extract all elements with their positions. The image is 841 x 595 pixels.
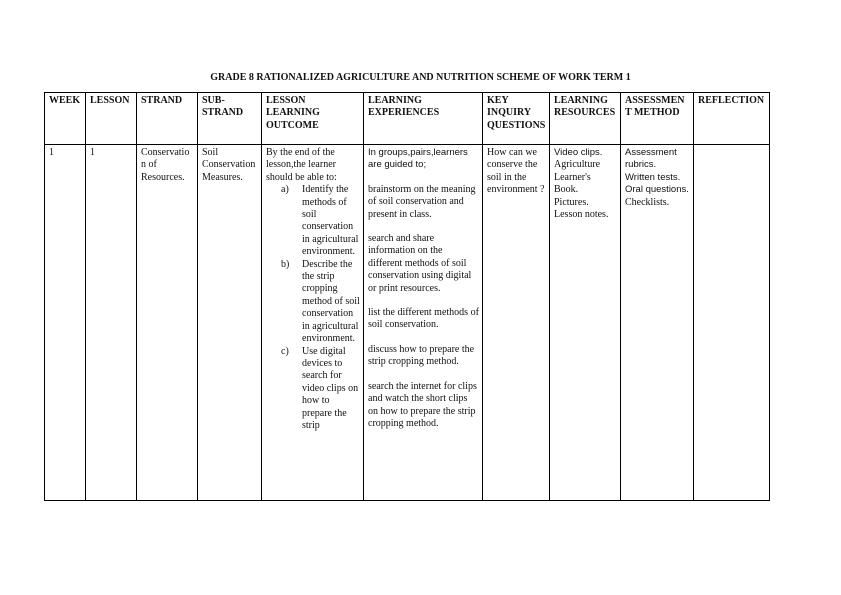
table-row bbox=[45, 145, 770, 501]
header-sub-strand: SUB-STRAND bbox=[198, 93, 262, 145]
header-experiences: LEARNING EXPERIENCES bbox=[364, 93, 483, 145]
header-outcome: LESSON LEARNING OUTCOME bbox=[262, 93, 364, 145]
resources-cell bbox=[550, 145, 621, 501]
assessment-item: Oral questions. bbox=[625, 184, 689, 196]
lesson-cell: 1 bbox=[86, 145, 137, 501]
outcome-label: c) bbox=[281, 345, 289, 357]
reflection-cell bbox=[694, 145, 770, 501]
header-reflection: REFLECTION bbox=[694, 93, 770, 145]
document-title: GRADE 8 RATIONALIZED AGRICULTURE AND NUTRITION SCHEME OF WORK TERM 1 bbox=[210, 72, 631, 83]
outcome-item bbox=[281, 184, 360, 258]
experiences-cell bbox=[364, 145, 483, 501]
header-resources: LEARNING RESOURCES bbox=[550, 93, 621, 145]
experience-item: discuss how to prepare the strip cropping method. bbox=[368, 343, 475, 368]
sub-strand-cell: Soil Conservation Measures. bbox=[198, 145, 262, 501]
outcome-label: b) bbox=[281, 258, 290, 270]
resource-item: Video clips. bbox=[554, 147, 603, 158]
experience-item: brainstorm on the meaning of soil conservation and present in class. bbox=[368, 183, 476, 220]
outcome-item bbox=[281, 346, 360, 433]
header-week: WEEK bbox=[45, 93, 86, 145]
header-lesson: LESSON bbox=[86, 93, 137, 145]
header-row bbox=[45, 93, 770, 145]
outcome-item bbox=[281, 259, 360, 346]
assessment-item: Written tests. bbox=[625, 171, 681, 183]
header-strand: STRAND bbox=[137, 93, 198, 145]
outcome-text: Describe the the strip cropping method of soil conservation in agricultural environment. bbox=[302, 258, 360, 345]
outcome-intro: By the end of the lesson,the learner should be able to: bbox=[266, 147, 337, 183]
key-inquiry-cell: How can we conserve the soil in the environment ? bbox=[483, 145, 550, 501]
assessment-cell bbox=[621, 145, 694, 501]
strand-cell: Conservation of Resources. bbox=[137, 145, 198, 501]
outcome-label: a) bbox=[281, 184, 289, 196]
outcome-text: Use digital devices to search for video clips on how to prepare the strip bbox=[302, 345, 359, 431]
outcome-cell bbox=[262, 145, 364, 501]
assessment-item: Assessment rubrics. bbox=[625, 147, 677, 171]
header-assessment: ASSESSMENT METHOD bbox=[621, 93, 694, 145]
assessment-item: Checklists. bbox=[625, 196, 670, 208]
experience-item: search the internet for clips and watch the short clips on how to prepare the strip cropping method. bbox=[368, 380, 477, 429]
resource-item: Pictures. bbox=[554, 196, 589, 208]
experience-item: search and share information on the different methods of soil conservation using digital or print resources. bbox=[368, 233, 472, 294]
experience-item: list the different methods of soil conservation. bbox=[368, 307, 479, 331]
experiences-intro: In groups,pairs,learners are guided to; bbox=[368, 147, 468, 171]
outcome-text: Identify the methods of soil conservation in agricultural environment. bbox=[302, 184, 359, 258]
outcome-list bbox=[266, 184, 360, 432]
scheme-of-work-table bbox=[44, 92, 770, 501]
header-key-inquiry: KEY INQUIRY QUESTIONS bbox=[483, 93, 550, 145]
resource-item: Lesson notes. bbox=[554, 209, 609, 221]
week-cell: 1 bbox=[45, 145, 86, 501]
resource-item: Agriculture Learner's Book. bbox=[554, 159, 601, 196]
